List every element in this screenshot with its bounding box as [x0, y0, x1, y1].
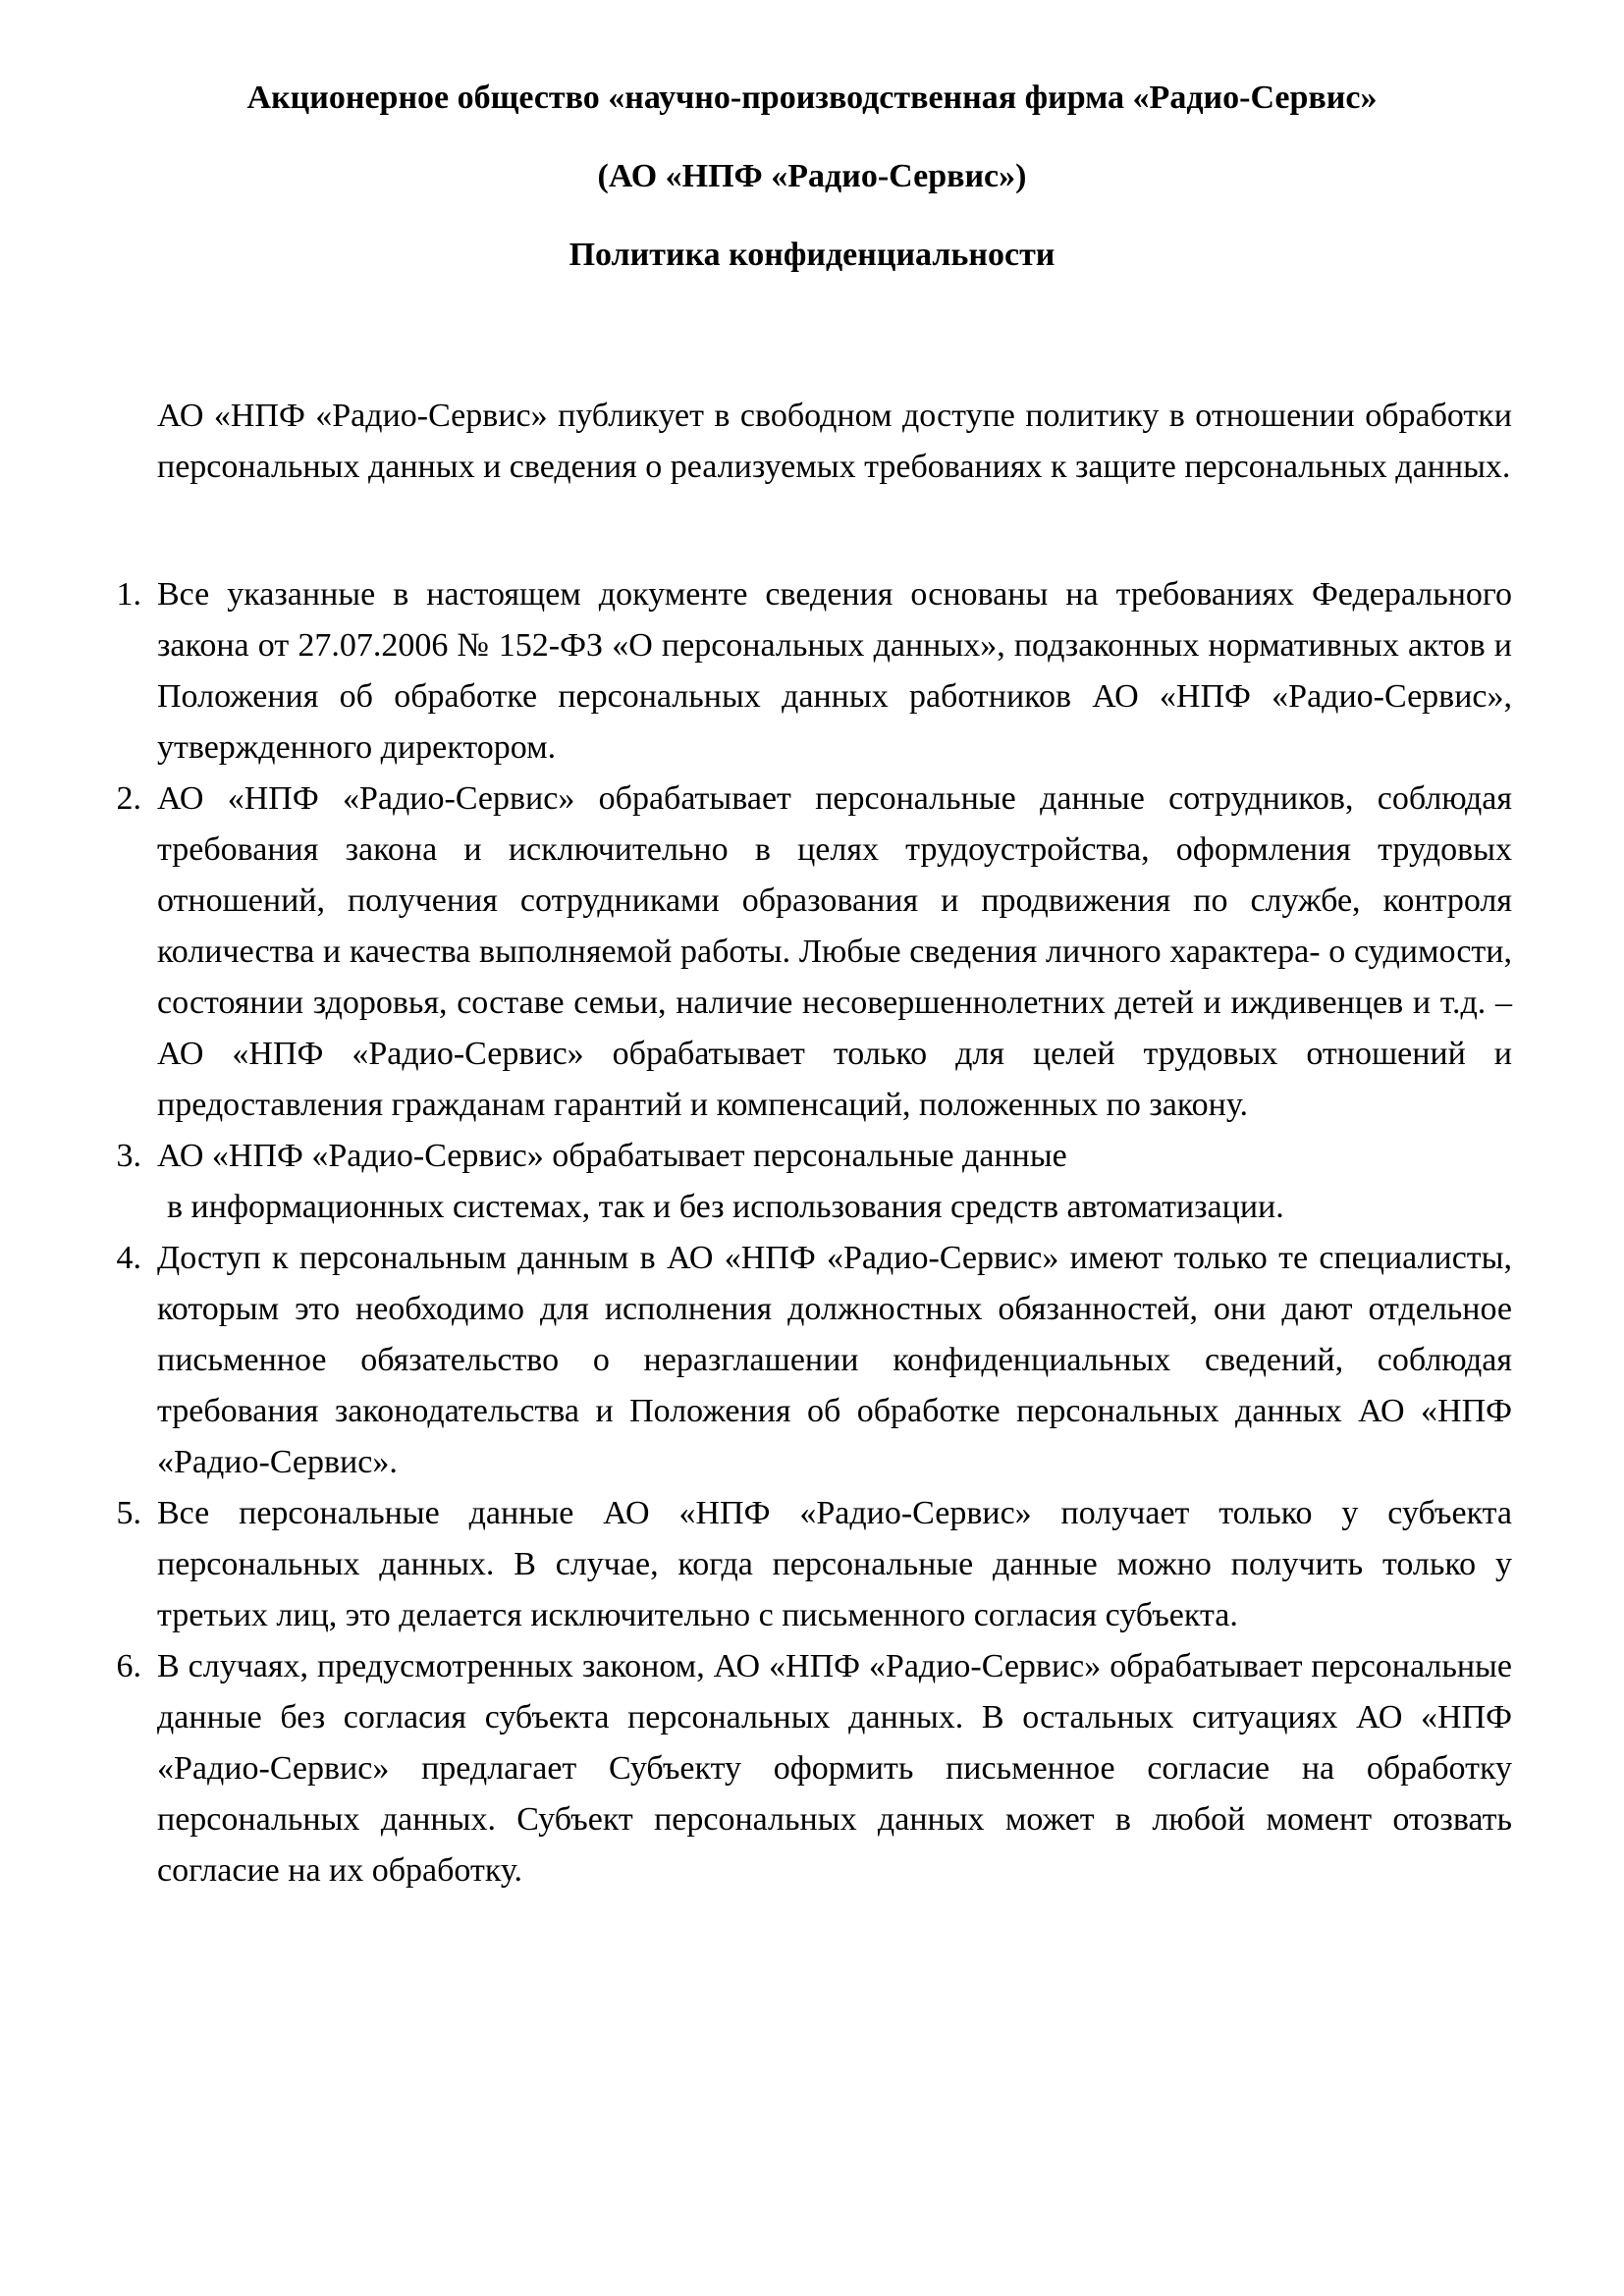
org-full-name: Акционерное общество «научно-производственная фирма «Радио-Сервис»: [246, 80, 1378, 116]
list-item-number: 1.: [116, 576, 141, 613]
list-item: [98, 1641, 1512, 1896]
list-item-text: В случаях, предусмотренных законом, АО «НПФ «Радио-Сервис» обрабатывает персональные данные без согласия субъекта персональных данных. В остальных ситуациях АО «НПФ «Радио-Сервис» предлагает Субъекту оформить письменное согласие на обработку персональных данных. Субъект персональных данных может в любой момент отозвать согласие на их обработку.: [157, 1648, 1512, 1889]
list-item: [98, 569, 1512, 774]
list-item-number: 5.: [116, 1495, 141, 1531]
list-item-text: Все указанные в настоящем документе сведения основаны на требованиях Федерального закона от 27.07.2006 № 152-ФЗ «О персональных данных», подзаконных нормативных актов и Положения об обработке персональных данных работников АО «НПФ «Радио-Сервис», утвержденного директором.: [157, 576, 1512, 766]
policy-list: [98, 569, 1512, 1896]
list-item-text: Все персональные данные АО «НПФ «Радио-Сервис» получает только у субъекта персональных данных. В случае, когда персональные данные можно получить только у третьих лиц, это делается исключительно с письменного согласия субъекта.: [157, 1495, 1512, 1633]
document-title: Политика конфиденциальности: [568, 237, 1056, 273]
org-short-name: (АО «НПФ «Радио-Сервис»): [597, 158, 1027, 194]
list-item-number: 4.: [116, 1240, 141, 1276]
list-item-text-continuation: в информационных системах, так и без использования средств автоматизации.: [167, 1189, 1284, 1225]
list-item: [98, 774, 1512, 1131]
intro-paragraph: АО «НПФ «Радио-Сервис» публикует в свободном доступе политику в отношении обработки персональных данных и сведения о реализуемых требованиях к защите персональных данных.: [157, 398, 1512, 485]
list-item-text: Доступ к персональным данным в АО «НПФ «Радио-Сервис» имеют только те специалисты, которым это необходимо для исполнения должностных обязанностей, они дают отдельное письменное обязательство о неразглашении конфиденциальных сведений, соблюдая требования законодательства и Положения об обработке персональных данных АО «НПФ «Радио-Сервис».: [157, 1240, 1512, 1480]
list-item: [98, 1233, 1512, 1488]
list-item-text: АО «НПФ «Радио-Сервис» обрабатывает персональные данные сотрудников, соблюдая требования закона и исключительно в целях трудоустройства, оформления трудовых отношений, получения сотрудниками образования и продвижения по службе, контроля количества и качества выполняемой работы. Любые сведения личного характера- о судимости, состоянии здоровья, составе семьи, наличие несовершеннолетних детей и иждивенцев и т.д. – АО «НПФ «Радио-Сервис» обрабатывает только для целей трудовых отношений и предоставления гражданам гарантий и компенсаций, положенных по закону.: [157, 780, 1512, 1123]
list-item-number: 2.: [116, 780, 141, 817]
list-item-number: 3.: [116, 1138, 141, 1174]
list-item: [98, 1131, 1512, 1233]
list-item-text: АО «НПФ «Радио-Сервис» обрабатывает персональные данные: [157, 1138, 1067, 1174]
list-item: [98, 1488, 1512, 1641]
list-item-number: 6.: [116, 1648, 141, 1684]
